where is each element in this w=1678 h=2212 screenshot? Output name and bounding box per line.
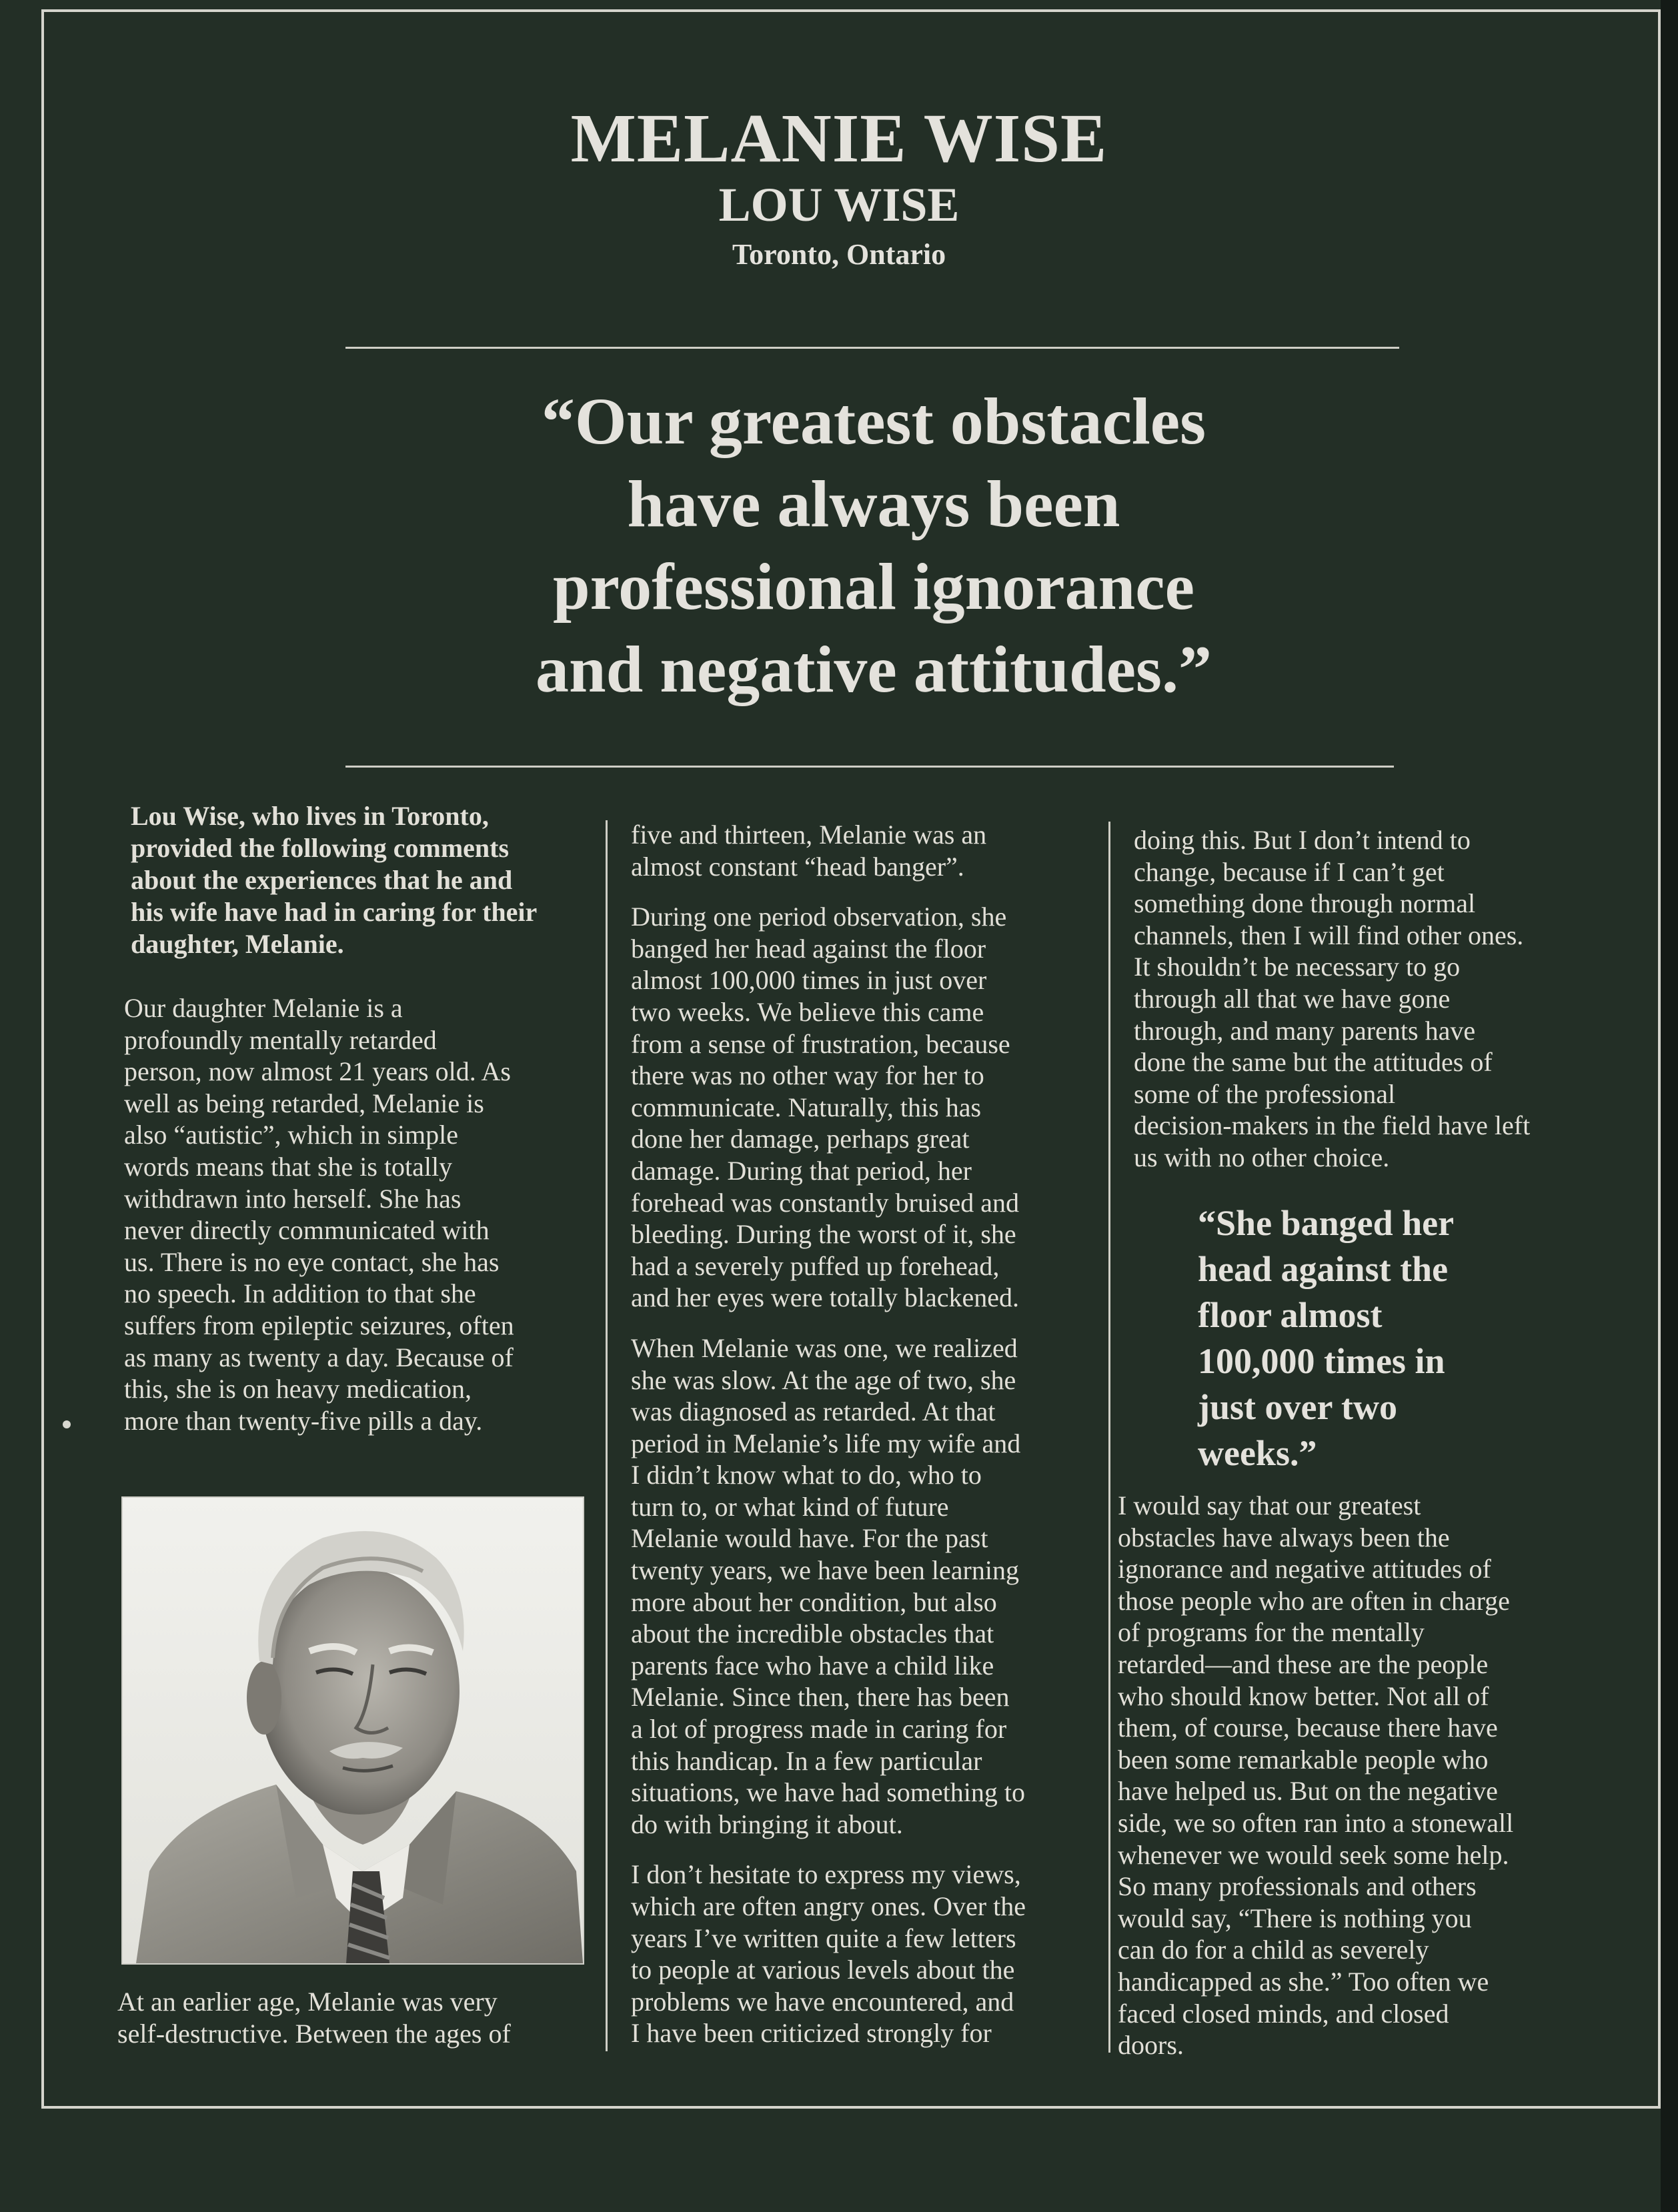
text-line: faced closed minds, and closed [1118, 1998, 1449, 2029]
text-line: who should know better. Not all of [1118, 1681, 1489, 1711]
text-line: self-destructive. Between the ages of [117, 2018, 511, 2049]
column-divider [606, 820, 608, 2051]
text-line: banged her head against the floor [631, 933, 986, 964]
text-line: At an earlier age, Melanie was very [117, 1987, 498, 2017]
body-paragraph [124, 992, 604, 1436]
text-line: been some remarkable people who [1118, 1744, 1489, 1775]
text-line: I would say that our greatest [1118, 1490, 1421, 1520]
text-line: period in Melanie’s life my wife and [631, 1428, 1021, 1458]
text-line: more than twenty-five pills a day. [124, 1405, 483, 1436]
text-line: something done through normal [1134, 888, 1476, 919]
text-line: bleeding. During the worst of it, she [631, 1219, 1016, 1250]
text-line: no speech. In addition to that she [124, 1278, 476, 1309]
text-line: change, because if I can’t get [1134, 856, 1445, 887]
text-line: never directly communicated with [124, 1215, 490, 1246]
side-quote-line: just over two [1198, 1387, 1397, 1427]
text-line: almost constant “head banger”. [631, 851, 964, 882]
text-line: turn to, or what kind of future [631, 1491, 949, 1522]
text-line: do with bringing it about. [631, 1809, 903, 1839]
bottom-divider [345, 766, 1394, 768]
text-line: doors. [1118, 2030, 1184, 2061]
text-line: damage. During that period, her [631, 1155, 972, 1186]
text-line: through, and many parents have [1134, 1015, 1476, 1046]
side-quote-line: head against the [1198, 1249, 1449, 1289]
text-line: to people at various levels about the [631, 1955, 1015, 1985]
portrait-photo [121, 1496, 584, 1965]
contributor-name: LOU WISE [718, 178, 960, 231]
text-line: withdrawn into herself. She has [124, 1183, 462, 1214]
text-line: profoundly mentally retarded [124, 1024, 437, 1055]
margin-dot [63, 1420, 71, 1428]
text-line: about the experiences that he and [131, 865, 513, 895]
text-line: done the same but the attitudes of [1134, 1047, 1493, 1078]
text-line: provided the following comments [131, 833, 510, 863]
text-line: there was no other way for her to [631, 1060, 984, 1091]
text-line: Melanie. Since then, there has been [631, 1682, 1010, 1713]
text-line: of programs for the mentally [1118, 1617, 1425, 1648]
text-line: she was slow. At the age of two, she [631, 1364, 1016, 1395]
article-column-3-top [1134, 824, 1601, 1174]
text-line: done her damage, perhaps great [631, 1124, 970, 1154]
text-line: years I’ve written quite a few letters [631, 1923, 1016, 1953]
text-line: have helped us. But on the negative [1118, 1776, 1498, 1807]
text-line: some of the professional [1134, 1078, 1396, 1109]
text-line: I don’t hesitate to express my views, [631, 1859, 1021, 1890]
text-line: and her eyes were totally blackened. [631, 1282, 1019, 1313]
text-line: parents face who have a child like [631, 1650, 994, 1681]
intro-paragraph [131, 800, 598, 960]
text-line: Our daughter Melanie is a [124, 993, 403, 1023]
text-line: well as being retarded, Melanie is [124, 1088, 484, 1118]
text-line: So many professionals and others [1118, 1871, 1477, 1902]
text-line: When Melanie was one, we realized [631, 1332, 1018, 1363]
text-line: can do for a child as severely [1118, 1935, 1429, 1965]
side-quote-line: 100,000 times in [1198, 1341, 1445, 1381]
text-line: handicapped as she.” Too often we [1118, 1966, 1489, 1997]
pull-quote-line: “Our greatest obstacles [541, 384, 1206, 458]
text-line: Lou Wise, who lives in Toronto, [131, 801, 489, 831]
text-line: Melanie would have. For the past [631, 1523, 988, 1554]
text-line: which are often angry ones. Over the [631, 1891, 1026, 1921]
text-line: would say, “There is nothing you [1118, 1903, 1472, 1933]
text-line: channels, then I will find other ones. [1134, 920, 1524, 950]
article-column-3-bottom [1118, 1490, 1585, 2061]
text-line: It shouldn’t be necessary to go [1134, 952, 1461, 982]
side-quote-line: “She banged her [1198, 1203, 1455, 1243]
location: Toronto, Ontario [732, 238, 946, 271]
text-line: was diagnosed as retarded. At that [631, 1396, 996, 1427]
text-line: as many as twenty a day. Because of [124, 1342, 514, 1372]
pull-quote-line: professional ignorance [552, 549, 1195, 624]
text-line: also “autistic”, which in simple [124, 1120, 458, 1150]
text-line: communicate. Naturally, this has [631, 1092, 982, 1122]
text-line: whenever we would seek some help. [1118, 1839, 1509, 1870]
text-line: words means that she is totally [124, 1151, 453, 1182]
text-line: almost 100,000 times in just over [631, 965, 987, 996]
side-quote-line: weeks.” [1198, 1433, 1317, 1473]
text-line: During one period observation, she [631, 902, 1007, 932]
text-line: retarded—and these are the people [1118, 1648, 1489, 1679]
text-line: had a severely puffed up forehead, [631, 1250, 1000, 1281]
top-divider [345, 347, 1399, 349]
text-line: this handicap. In a few particular [631, 1745, 982, 1776]
side-pull-quote [1198, 1200, 1545, 1476]
text-line: person, now almost 21 years old. As [124, 1056, 511, 1087]
text-line: problems we have encountered, and [631, 1986, 1014, 2017]
text-line: those people who are often in charge [1118, 1585, 1510, 1616]
column-divider [1108, 822, 1110, 2053]
article-column-2 [631, 819, 1098, 2049]
text-line: obstacles have always been the [1118, 1522, 1450, 1552]
text-line: doing this. But I don’t intend to [1134, 825, 1471, 855]
pull-quote-line: have always been [627, 467, 1120, 541]
text-line: about the incredible obstacles that [631, 1618, 994, 1649]
text-line: situations, we have had something to [631, 1777, 1026, 1808]
text-line: five and thirteen, Melanie was an [631, 820, 987, 850]
text-line: suffers from epileptic seizures, often [124, 1310, 514, 1340]
body-paragraph [117, 1986, 598, 2049]
text-line: us. There is no eye contact, she has [124, 1246, 500, 1277]
text-line: forehead was constantly bruised and [631, 1187, 1020, 1218]
text-line: through all that we have gone [1134, 983, 1451, 1014]
side-quote-line: floor almost [1198, 1295, 1383, 1335]
text-line: decision-makers in the field have left [1134, 1110, 1531, 1141]
text-line: from a sense of frustration, because [631, 1028, 1010, 1059]
text-line: more about her condition, but also [631, 1586, 997, 1617]
text-line: I didn’t know what to do, who to [631, 1460, 982, 1490]
text-line: daughter, Melanie. [131, 929, 344, 959]
text-line: ignorance and negative attitudes of [1118, 1554, 1491, 1584]
headline-pull-quote [220, 380, 1527, 711]
text-line: a lot of progress made in caring for [631, 1714, 1007, 1745]
text-line: two weeks. We believe this came [631, 996, 984, 1027]
text-line: his wife have had in caring for their [131, 897, 538, 927]
text-line: them, of course, because there have [1118, 1713, 1498, 1743]
text-line: side, we so often ran into a stonewall [1118, 1807, 1514, 1838]
text-line: I have been criticized strongly for [631, 2018, 992, 2049]
text-line: this, she is on heavy medication, [124, 1374, 472, 1404]
text-line: twenty years, we have been learning [631, 1555, 1019, 1586]
pull-quote-line: and negative attitudes.” [536, 632, 1212, 706]
page-edge-shadow [1661, 0, 1678, 2212]
text-line: us with no other choice. [1134, 1142, 1390, 1172]
subject-name: MELANIE WISE [570, 100, 1108, 177]
